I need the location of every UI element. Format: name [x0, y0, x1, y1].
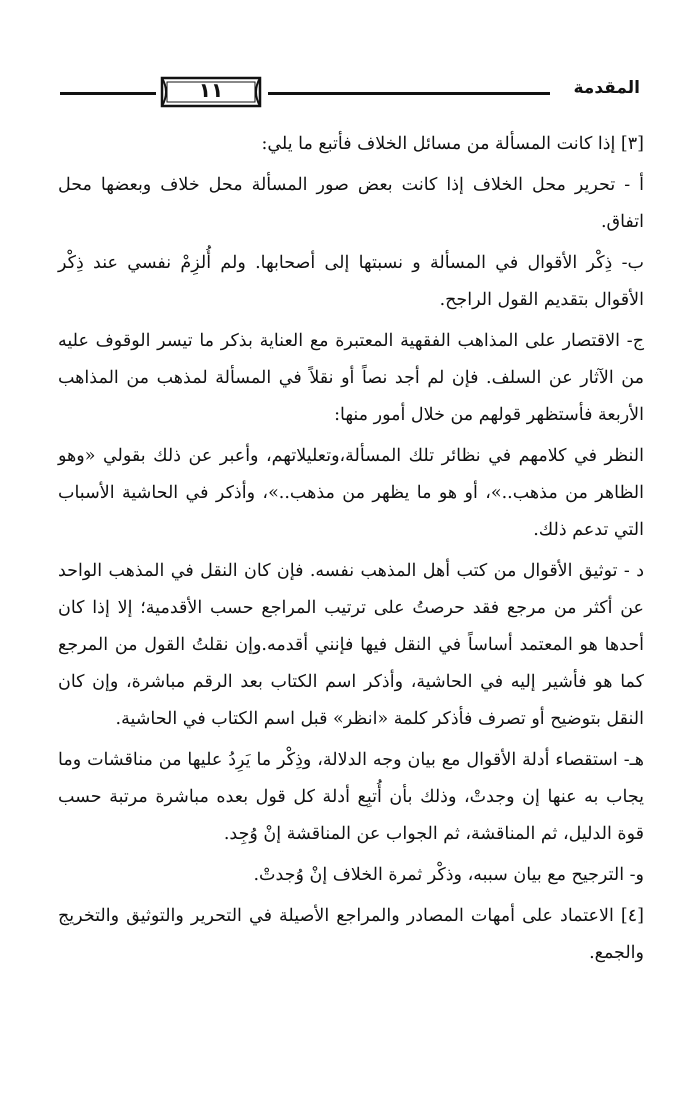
running-title: المقدمة: [573, 78, 640, 98]
paragraph-rule-3: [٣] إذا كانت المسألة من مسائل الخلاف فأتبع ما يلي:: [261, 134, 644, 154]
header-rule-right: [268, 92, 550, 95]
paragraph-item-c: ج- الاقتصار على المذاهب الفقهية المعتبرة مع العناية بذكر ما تيسر الوقوف عليه من الآثار عن السلف. فإن لم أجد نصاً أو نقلاً في المسألة لمذهب من المذاهب الأربعة فأستظهر قولهم من خلال أمور منها:: [58, 331, 644, 425]
paragraph-item-w: و- الترجيح مع بيان سببه، وذكْر ثمرة الخلاف إنْ وُجدتْ.: [253, 865, 644, 885]
body-text: [58, 126, 644, 976]
page-number-frame: [158, 76, 264, 106]
paragraph-consideration: النظر في كلامهم في نظائر تلك المسألة،وتعليلاتهم، وأعبر عن ذلك بقولي «وهو الظاهر من مذهب..»، أو هو ما يظهر من مذهب..»، وأذكر في الحاشية الأسباب التي تدعم ذلك.: [58, 446, 644, 540]
header-rule-left: [60, 92, 156, 95]
page-header: [60, 72, 640, 112]
paragraph-item-d: د - توثيق الأقوال من كتب أهل المذهب نفسه. فإن كان النقل في المذهب الواحد عن أكثر من مرجع فقد حرصتُ على ترتيب المراجع حسب الأقدمية؛ إلا إذا كان أحدها هو المعتمد أساساً في النقل فيها فإنني أقدمه.وإن نقلتُ القول من المرجع كما هو فأشير إليه في الحاشية، وأذكر اسم الكتاب بعد الرقم مباشرة، وإن كان النقل بتوضيح أو تصرف فأذكر كلمة «انظر» قبل اسم الكتاب في الحاشية.: [58, 561, 644, 729]
paragraph-item-h: هـ- استقصاء أدلة الأقوال مع بيان وجه الدلالة، وذِكْر ما يَرِدُ عليها من مناقشات وما يجاب به عنها إن وجدتْ، وذلك بأن أُتبِع أدلة كل قول بعده مباشرة مرتبة حسب قوة الدليل، ثم المناقشة، ثم الجواب عن المناقشة إنْ وُجِد.: [58, 750, 644, 844]
paragraph-item-b: ب- ذِكْر الأقوال في المسألة و نسبتها إلى أصحابها. ولم أُلزِمْ نفسي عند ذِكْر الأقوال بتقديم القول الراجح.: [58, 253, 644, 310]
paragraph-rule-4: [٤] الاعتماد على أمهات المصادر والمراجع الأصيلة في التحرير والتوثيق والتخريج والجمع.: [58, 906, 644, 963]
paragraph-item-a: أ - تحرير محل الخلاف إذا كانت بعض صور المسألة محل خلاف وبعضها محل اتفاق.: [58, 175, 644, 232]
page-number: ١١: [198, 78, 224, 102]
